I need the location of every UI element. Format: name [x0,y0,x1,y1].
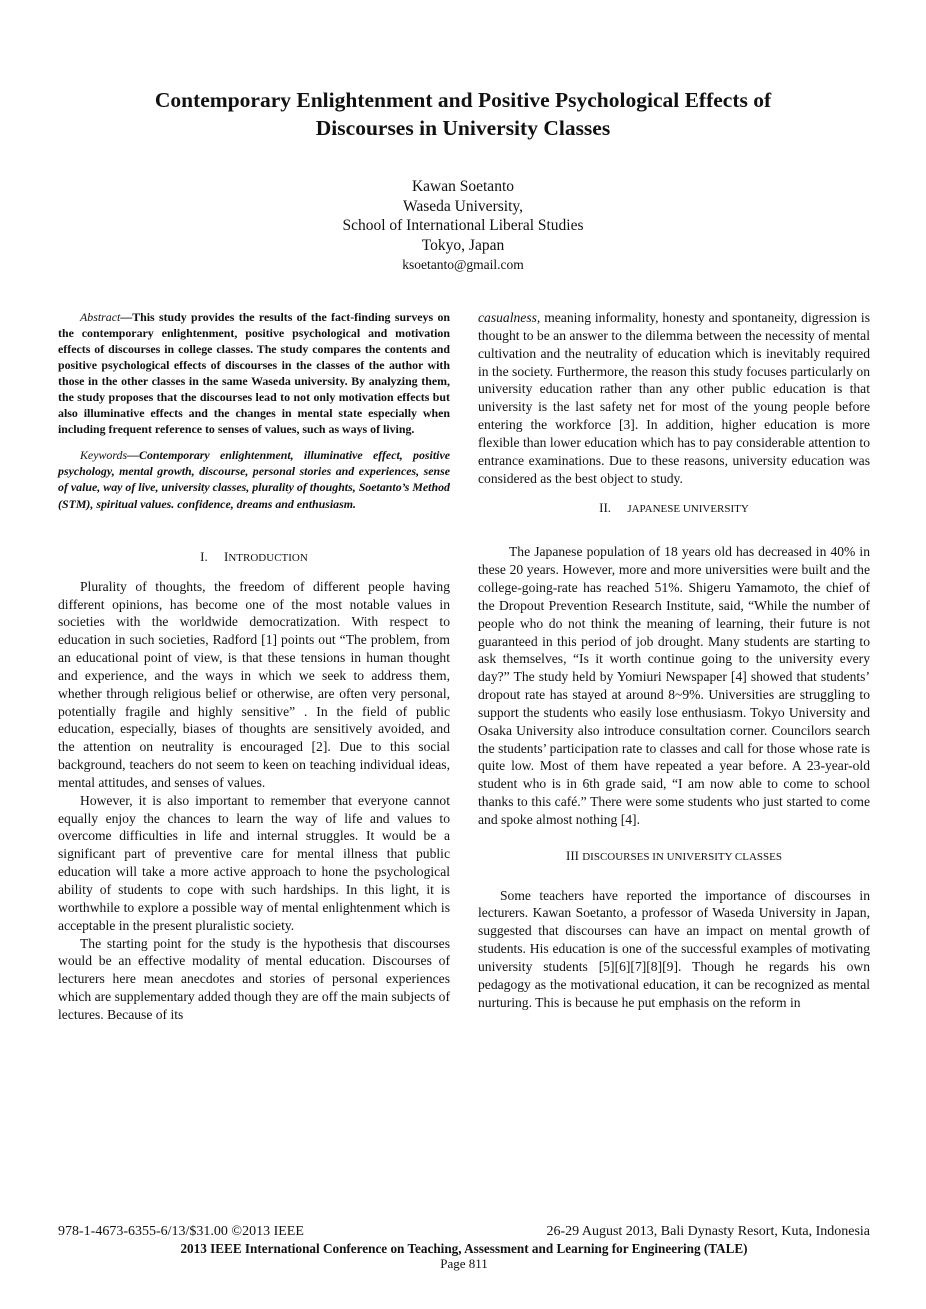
footer-row [58,1224,870,1240]
footer-isbn: 978-1-4673-6355-6/13/$31.00 ©2013 IEEE [58,1224,304,1239]
footer-conference: 2013 IEEE International Conference on Teaching, Assessment and Learning for Engineering (TALE) [180,1241,748,1256]
author-block [60,177,866,275]
continued-paragraph [478,309,870,487]
footer-page-number: Page 811 [440,1256,488,1271]
section-number: I. [200,548,208,564]
section-heading-japanese-university [478,499,870,519]
japan-paragraph: The Japanese population of 18 years old has decreased in 40% in these 20 years. However, more and more universities were built and the college-going-rate has reached 51%. Shigeru Yamamoto, the chief of the Dropout Prevention Research Institute, said, “While the number of people who do not think the meaning of learning, their future is not guaranteed in this period of job drought. Many students are starting to ask themselves, “Is it worth continue going to the university every day?” The study held by Yomiuri Newspaper [4] showed that students’ dropout rate has stayed at around 8~9%. Universities are struggling to support the students who easily lose enthusiasm. Tokyo University and Osaka University also introduce consultation corner. Councilors search the students’ participation rate to classes and call for those whose rate is quite low. Most of them have repeated a year before. A 23-year-old student who is in 6th grade said, “I am now able to come to school thanks to this café.” There were some students who just started to come and spoke almost nothing [4]. [478,544,870,827]
abstract-label: Abstract [80,310,121,324]
continued-text: meaning informality, honesty and spontaneity, digression is thought to be an answer to the dilemma between the necessity of mental cultivation and the neutrality of education which is inevitably required in the society. Furthermore, the reason this study focuses particularly on university education rather than any other public education is that university is the last safety net for most of the young people before entering the workforce [3]. In addition, higher education is more flexible than lower education which has to pay considerable attention to entrance examinations. Due to these reasons, university education was considered as the best object to study. [478,310,870,486]
footer-venue: 26-29 August 2013, Bali Dynasty Resort, Kuta, Indonesia [546,1224,870,1239]
title-line-1: Contemporary Enlightenment and Positive Psychological Effects of [154,88,772,112]
keywords-text: —Contemporary enlightenment, illuminative effect, positive psychology, mental growth, discourse, personal stories and experiences, sense of value, way of live, university classes, plurality of thoughts, Soetanto’s Method (STM), spiritual values. confidence, dreams and enthusiasm. [58,448,450,511]
author-affiliation-2: School of International Liberal Studies [342,217,584,235]
author-location: Tokyo, Japan [421,236,505,254]
section-title: JAPANESE UNIVERSITY [627,503,749,516]
paper-title [60,86,866,142]
casualness-term: casualness, [478,310,541,325]
author-email: ksoetanto@gmail.com [402,257,524,273]
section-heading-discourses [478,847,870,867]
keywords [58,447,450,512]
author-affiliation-1: Waseda University, [403,197,523,215]
section-number: II. [599,500,612,516]
section-heading-introduction [58,548,450,568]
abstract-text: —This study provides the results of the fact-finding surveys on the contemporary enlightenment, positive psychological and motivation effects of discourses in college classes. The study compares the contents and positive psychological effects of discourses in the classes of the author with those in the other classes in the same Waseda university. By analyzing them, the study proposes that the discourses lead to not only motivation effects but also illuminative effects and the changes in mental state especially when including frequent reference to senses of values, such as ways of living. [58,310,450,436]
right-column [478,309,870,1012]
section-title: NTRODUCTION [228,551,308,564]
discourses-paragraph: Some teachers have reported the importance of discourses in lecturers. Kawan Soetanto, a professor of Waseda University in Japan, suggested that discourses can have an impact on mental growth of students. His education is one of the successful examples of motivating university students [5][6][7][8][9]. Though he regards his own pedagogy as the motivational education, it can be recognized as mental nurturing. This is because he put emphasis on the reform in [478,887,870,1010]
intro-paragraph-3: The starting point for the study is the hypothesis that discourses would be an effective modality of mental education. Discourses of lecturers here mean anecdotes and stories of personal experiences which are supplementary added though they are off the main subjects of lectures. Because of its [58,935,450,1022]
author-name: Kawan Soetanto [411,178,514,195]
section-number: III [565,847,579,863]
abstract [58,309,450,437]
intro-paragraph-1: Plurality of thoughts, the freedom of different people having different opinions, has become one of the most notable values in societies with the worldwide democratization. With respect to education in such societies, Radford [1] points out “The problem, from an educational point of view, is that these tensions in human thought and experience, and the ways in which we seek to address them, whether through religious belief or otherwise, are often very personal, potentially fragile and highly sensitive” . In the field of public education, especially, biases of thoughts are sensitively avoided, and the attention on neutrality is encouraged [2]. Due to this social background, teachers do not seem to keen on teaching individual ideas, mental attitudes, and senses of values. [58,578,450,790]
left-column [58,309,450,1024]
intro-paragraph-2: However, it is also important to remember that everyone cannot equally enjoy the chances to learn the way of life and values to overcome difficulties in life and internal struggles. It would be a significant part of preventive care for mental illness that public education will take a more active approach to hone the psychological ability of students to cope with such hardships. In this light, it is worthwhile to explore a possible way of mental enlightenment which is acceptable in the present pluralistic society. [58,792,450,933]
title-line-2: Discourses in University Classes [315,116,611,140]
section-first-letter: I [224,548,229,564]
keywords-label: Keywords [80,448,128,462]
section-title: DISCOURSES IN UNIVERSITY CLASSES [582,850,782,863]
